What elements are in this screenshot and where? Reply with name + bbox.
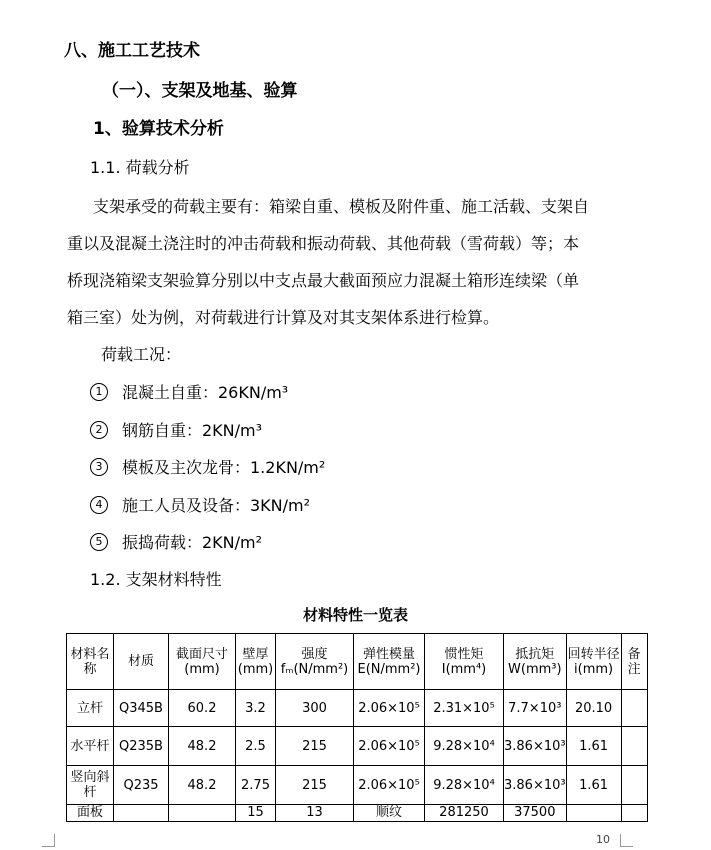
- page-number: 10: [596, 833, 610, 846]
- circled-number: 2: [90, 421, 108, 439]
- table-cell: 2.75: [236, 766, 276, 805]
- load-item: [90, 455, 325, 478]
- table-cell: 2.31×10⁵: [425, 690, 504, 727]
- table-title: 材料特性一览表: [302, 606, 408, 624]
- load-analysis-paragraph: [67, 188, 627, 336]
- load-item-text: 施工人员及设备：3KN/m²: [122, 496, 311, 515]
- table-cell: 281250: [425, 805, 504, 822]
- table-cell: 13: [276, 805, 354, 822]
- table-cell: 面板: [67, 805, 114, 822]
- table-cell: Q235B: [114, 727, 169, 766]
- table-row: [67, 727, 648, 766]
- table-cell: 15: [236, 805, 276, 822]
- load-item-text: 模板及主次龙骨：1.2KN/m²: [122, 458, 326, 477]
- circled-number: 5: [90, 533, 108, 551]
- table-cell: 2.06×10⁵: [354, 766, 425, 805]
- table-cell: [621, 766, 647, 805]
- paragraph-line: 桥现浇箱梁支架验算分别以中支点最大截面预应力混凝土箱形连续梁（单: [67, 271, 580, 290]
- load-item-text: 振捣荷载：2KN/m²: [122, 533, 263, 552]
- section-1-2-title: 1.2. 支架材料特性: [90, 570, 222, 589]
- header-cell: 截面尺寸(mm): [169, 634, 236, 690]
- header-cell: 惯性矩I(mm⁴): [425, 634, 504, 690]
- table-cell: [621, 727, 647, 766]
- paragraph-line: 重以及混凝土浇注时的冲击荷载和振动荷载、其他荷载（雪荷载）等；本: [67, 234, 580, 253]
- table-cell: 2.06×10⁵: [354, 727, 425, 766]
- section-heading-8: 八、施工工艺技术: [64, 41, 200, 61]
- header-cell: 材质: [114, 634, 169, 690]
- table-cell: [621, 805, 647, 822]
- subsection-heading-1: （一）、支架及地基、验算: [102, 81, 298, 101]
- header-cell: 备注: [621, 634, 647, 690]
- table-row: [67, 805, 648, 822]
- table-cell: 48.2: [169, 727, 236, 766]
- load-item: [90, 380, 288, 403]
- header-cell: 强度fₘ(N/mm²): [276, 634, 354, 690]
- table-cell: Q345B: [114, 690, 169, 727]
- subsection-heading-verification: 1、验算技术分析: [93, 119, 224, 139]
- page-corner-mark: [42, 834, 55, 847]
- header-cell: 壁厚(mm): [236, 634, 276, 690]
- table-cell: 2.5: [236, 727, 276, 766]
- table-header-row: [67, 634, 648, 690]
- table-cell: 9.28×10⁴: [425, 766, 504, 805]
- table-cell: 顺纹: [354, 805, 425, 822]
- table-cell: 48.2: [169, 766, 236, 805]
- circled-number: 4: [90, 496, 108, 514]
- load-item: [90, 493, 310, 516]
- load-item: [90, 530, 262, 553]
- table-row: [67, 690, 648, 727]
- table-cell: [566, 805, 621, 822]
- table-cell: [114, 805, 169, 822]
- load-conditions-label: 荷载工况：: [101, 345, 182, 364]
- table-cell: 3.86×10³: [504, 766, 567, 805]
- load-item: [90, 418, 262, 441]
- header-cell: 回转半径i(mm): [566, 634, 621, 690]
- table-cell: 7.7×10³: [504, 690, 567, 727]
- table-cell: 水平杆: [67, 727, 114, 766]
- table-cell: 3.86×10³: [504, 727, 567, 766]
- table-cell: 215: [276, 766, 354, 805]
- table-cell: 9.28×10⁴: [425, 727, 504, 766]
- table-row: [67, 766, 648, 805]
- table-cell: Q235: [114, 766, 169, 805]
- table-cell: [169, 805, 236, 822]
- load-item-text: 混凝土自重：26KN/m³: [122, 383, 289, 402]
- paragraph-line: 箱三室）处为例，对荷载进行计算及对其支架体系进行检算。: [67, 308, 500, 327]
- header-cell: 材料名称: [67, 634, 114, 690]
- circled-number: 1: [90, 383, 108, 401]
- table-cell: 立杆: [67, 690, 114, 727]
- table-cell: 竖向斜杆: [67, 766, 114, 805]
- table-cell: 2.06×10⁵: [354, 690, 425, 727]
- table-cell: 215: [276, 727, 354, 766]
- table-cell: 3.2: [236, 690, 276, 727]
- table-cell: 37500: [504, 805, 567, 822]
- material-properties-table: [66, 633, 648, 822]
- header-cell: 抵抗矩W(mm³): [504, 634, 567, 690]
- table-cell: 60.2: [169, 690, 236, 727]
- header-cell: 弹性模量E(N/mm²): [354, 634, 425, 690]
- table-cell: 1.61: [566, 766, 621, 805]
- table-cell: 300: [276, 690, 354, 727]
- circled-number: 3: [90, 458, 108, 476]
- table-cell: 20.10: [566, 690, 621, 727]
- table-cell: [621, 690, 647, 727]
- table-cell: 1.61: [566, 727, 621, 766]
- page-corner-mark: [620, 834, 633, 847]
- load-item-text: 钢筋自重：2KN/m³: [122, 421, 263, 440]
- paragraph-line: 支架承受的荷载主要有：箱梁自重、模板及附件重、施工活载、支架自: [93, 197, 590, 216]
- section-1-1-title: 1.1. 荷载分析: [90, 158, 190, 177]
